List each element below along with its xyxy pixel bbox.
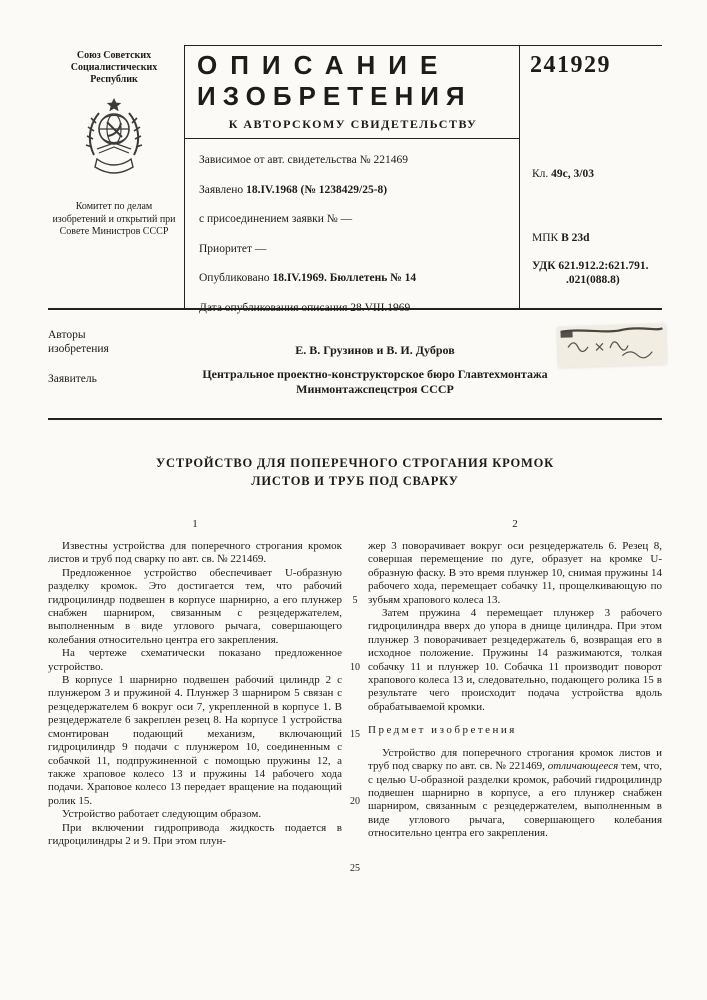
subject-of-invention-heading: Предмет изобретения [368,724,517,737]
paragraph: Устройство работает следующим образом. [62,808,262,821]
biblio-filed-label: Заявлено [199,183,244,196]
patent-number: 241929 [530,52,611,78]
claim-text-italic: отличающееся [547,760,619,773]
national-class [532,168,594,180]
mpk-label: МПК [532,232,559,244]
applicant-name-line-2: Минмонтажспецстроя СССР [296,382,454,396]
document-type-word-1: ОПИСАНИЕ [197,50,451,80]
issuing-org-name: Союз Советских Социалистических Республик [70,50,158,85]
line-number-marker: 10 [350,662,360,673]
authors-names: Е. В. Грузинов и В. И. Дубров [295,343,455,357]
column-1-number: 1 [192,518,198,530]
authors-label: Авторы изобретения [48,329,109,355]
biblio-filed-value: 18.IV.1968 (№ 1238429/25-8) [246,183,388,196]
authors-section [48,310,662,420]
document-subtitle: К АВТОРСКОМУ СВИДЕТЕЛЬСТВУ [228,117,478,131]
biblio-published [199,272,513,285]
biblio-priority: Приоритет — [199,242,267,255]
invention-title-line-2: ЛИСТОВ И ТРУБ ПОД СВАРКУ [251,474,459,488]
header-main [185,45,662,314]
biblio-joined-application: с присоединением заявки № — [199,213,353,225]
document-type-block [185,46,519,139]
biblio-published-value: 18.IV.1969. Бюллетень № 14 [272,272,417,284]
biblio-dependent: Зависимое от авт. свидетельства № 221469 [199,154,409,166]
claim-text-post: тем, что, с целью U-образной разделки кромок, рабочий гидроцилиндр подвешен шарнирно в корпусе, а его плунжер снабжен шарниром, связанным с резцедержателем, выполненным в виде углового рычага, совершающего колебания относительно центра его закрепления. [368,760,662,840]
class-value: 49с, 3/03 [551,168,594,180]
paragraph: Известны устройства для поперечного строгания кромок листов и труб под сварку по авт. св. № 221469. [48,540,342,566]
class-label: Кл. [532,168,549,180]
invention-title-line-1: УСТРОЙСТВО ДЛЯ ПОПЕРЕЧНОГО СТРОГАНИЯ КРОМОК [156,456,554,470]
header-right [520,46,662,308]
paragraph: При включении гидропривода жидкость подается в гидроцилиндры 2 и 9. При этом плун- [48,821,342,847]
paragraph: На чертеже схематически показано предложенное устройство. [48,647,342,673]
ussr-state-emblem-icon [77,96,151,183]
line-number-marker: 20 [350,796,360,807]
applicant-name-line-1: Центральное проектно-конструкторское бюро Главтехмонтажа [202,367,548,381]
line-number-marker: 15 [350,729,360,740]
body-column-2 [368,518,662,848]
line-number-marker: 25 [350,863,360,874]
mpk-class [532,232,590,244]
biblio-published-label: Опубликовано [199,272,270,284]
udk-line-2: .021(088.8) [566,274,620,286]
biblio-publication-date: Дата опубликования описания 28.VIII.1969 [199,301,411,314]
document-header [48,45,662,314]
applicant-label: Заявитель [48,373,97,385]
line-number-marker: 5 [352,595,358,606]
biblio-filed [199,184,513,197]
column-2-number: 2 [512,518,518,530]
paragraph: жер 3 поворачивает вокруг оси резцедержатель 6. Резец 8, совершая перемещение по дуге, образует на кромке U-образную фаску. В это время плунжер 10, снимая пружины 14 рабочего хода, перемещает собачку 11, прощелкивающую по зубьям храпового колеса 13. [368,540,662,606]
issuing-org-block [48,45,185,308]
document-body [48,518,662,874]
paragraph: Затем пружина 4 перемещает плунжер 3 рабочего гидроцилиндра вверх до упора в днище цилиндра. При этом плунжер 3 поворачивает резцедержатель 6, возвращая его в исходное положение. Пружины 14 разжимаются, толкая собачку 11 и плунжер 10. Собачка 11 производит поворот храпового колеса 13 и, следовательно, подающего ролика 15 в результате чего происходит подача устройства вдоль обрабатываемой кромки. [368,607,662,713]
document-type-word-2: ИЗОБРЕТЕНИЯ [197,81,472,111]
committee-name: Комитет по делам изобретений и открытий при Совете Министров СССР [52,201,176,237]
paragraph: Предложенное устройство обеспечивает U-образную разделку кромок. Это достигается тем, что рабочий гидроцилиндр подвешен в корпусе шарнирно, а его плунжер снабжен шарниром, связанным с резцедержателем, выполненным в виде углового рычага, совершающего колебания относительно центра его закрепления. [48,566,342,646]
body-column-1 [48,518,342,848]
claim-text-pre: Устройство для поперечного строгания кромок листов и труб под сварку по авт. св. № 221469, [368,746,662,773]
paragraph: В корпусе 1 шарнирно подвешен рабочий цилиндр 2 с плунжером 3 и пружиной 4. Плунжер 3 шарниром 5 связан с резцедержателем 6 вокруг оси 7, укрепленной в корпусе 1. В резцедержателе 6 закреплен резец 8. На корпусе 1 устройства смонтирован подающий механизм, включающий гидроцилиндр 9 подачи с плунжером 10, соединенным с собачкой 11, подпружиненной с помощью пружины 12, а также храповое колесо 13 и пружины 14 рабочего хода подачи. Храповое колесо 13 передает вращение на подающий ролик 15. [48,674,342,807]
handwritten-stamp [557,324,666,368]
mpk-value: В 23d [561,232,590,244]
invention-title [48,454,662,490]
udk-class [532,259,648,287]
bibliographic-block [185,139,519,315]
header-center [185,46,520,314]
udk-line-1: УДК 621.912.2:621.791. [532,260,649,272]
claim-paragraph [368,747,662,841]
